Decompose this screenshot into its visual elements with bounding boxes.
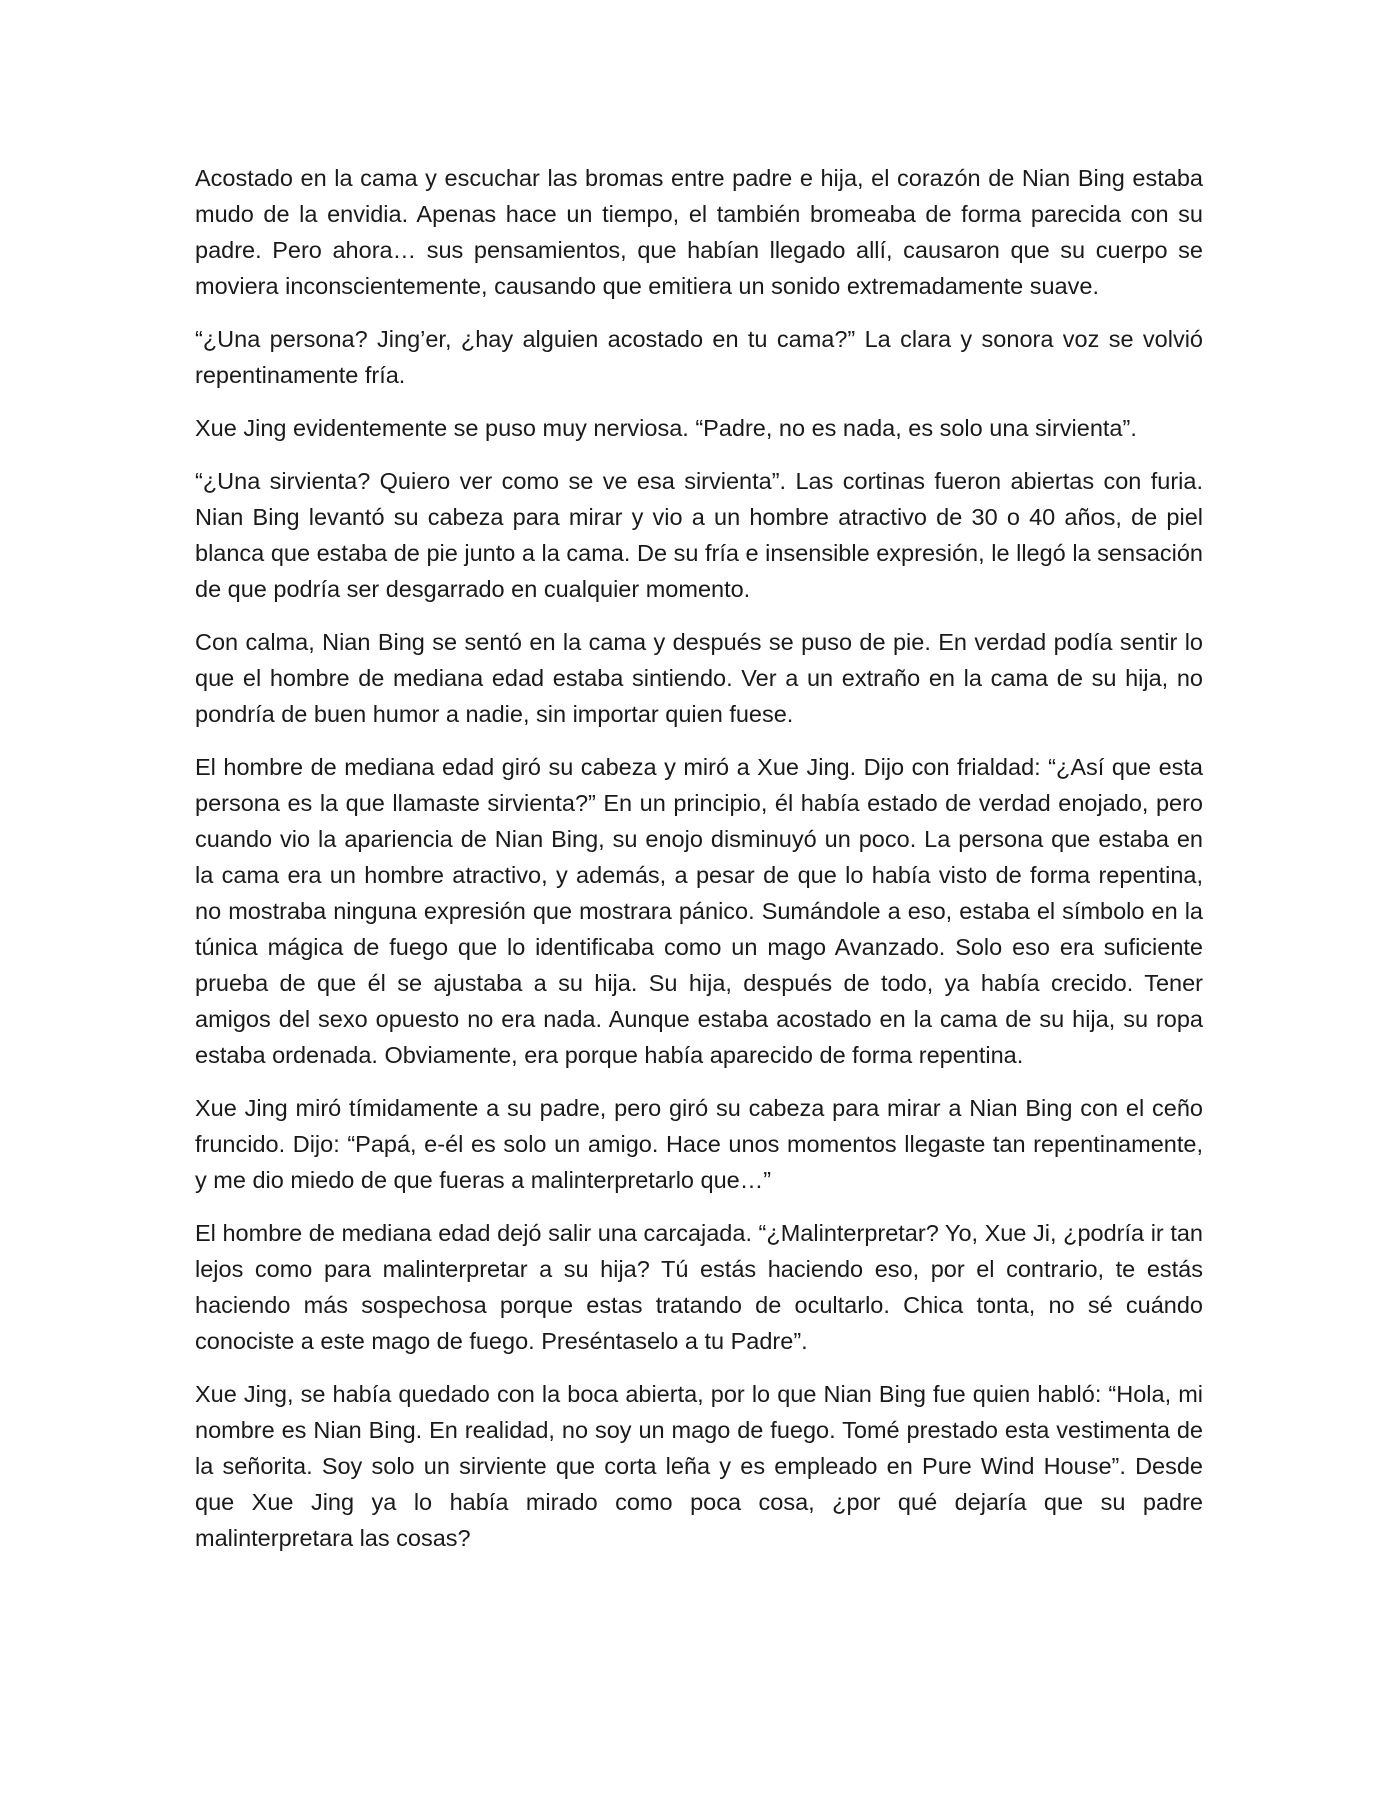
paragraph-3: Xue Jing evidentemente se puso muy nerviosa. “Padre, no es nada, es solo una sirvienta”. [195, 415, 1137, 441]
paragraph-1: Acostado en la cama y escuchar las bromas entre padre e hija, el corazón de Nian Bing estaba mudo de la envidia. Apenas hace un tiempo, el también bromeaba de forma parecida con su padre. Pero ahora… sus pensamientos, que habían llegado allí, causaron que su cuerpo se moviera inconscientemente, causando que emitiera un sonido extremadamente suave. [195, 165, 1203, 299]
paragraph-9: Xue Jing, se había quedado con la boca abierta, por lo que Nian Bing fue quien habló: “Hola, mi nombre es Nian Bing. En realidad, no soy un mago de fuego. Tomé prestado esta vestimenta de la señorita. Soy solo un sirviente que corta leña y es empleado en Pure Wind House”. Desde que Xue Jing ya lo había mirado como poca cosa, ¿por qué dejaría que su padre malinterpretara las cosas? [195, 1381, 1203, 1551]
paragraph-6: El hombre de mediana edad giró su cabeza y miró a Xue Jing. Dijo con frialdad: “¿Así que esta persona es la que llamaste sirvienta?” En un principio, él había estado de verdad enojado, pero cuando vio la apariencia de Nian Bing, su enojo disminuyó un poco. La persona que estaba en la cama era un hombre atractivo, y además, a pesar de que lo había visto de forma repentina, no mostraba ninguna expresión que mostrara pánico. Sumándole a eso, estaba el símbolo en la túnica mágica de fuego que lo identificaba como un mago Avanzado. Solo eso era suficiente prueba de que él se ajustaba a su hija. Su hija, después de todo, ya había crecido. Tener amigos del sexo opuesto no era nada. Aunque estaba acostado en la cama de su hija, su ropa estaba ordenada. Obviamente, era porque había aparecido de forma repentina. [195, 754, 1203, 1068]
paragraph-4: “¿Una sirvienta? Quiero ver como se ve esa sirvienta”. Las cortinas fueron abiertas con furia. Nian Bing levantó su cabeza para mirar y vio a un hombre atractivo de 30 o 40 años, de piel blanca que estaba de pie junto a la cama. De su fría e insensible expresión, le llegó la sensación de que podría ser desgarrado en cualquier momento. [195, 468, 1203, 602]
paragraph-7: Xue Jing miró tímidamente a su padre, pero giró su cabeza para mirar a Nian Bing con el ceño fruncido. Dijo: “Papá, e-él es solo un amigo. Hace unos momentos llegaste tan repentinamente, y me dio miedo de que fueras a malinterpretarlo que…” [195, 1095, 1203, 1193]
document-page [195, 160, 1203, 1573]
paragraph-8: El hombre de mediana edad dejó salir una carcajada. “¿Malinterpretar? Yo, Xue Ji, ¿podría ir tan lejos como para malinterpretar a su hija? Tú estás haciendo eso, por el contrario, te estás haciendo más sospechosa porque estas tratando de ocultarlo. Chica tonta, no sé cuándo conociste a este mago de fuego. Preséntaselo a tu Padre”. [195, 1220, 1203, 1354]
paragraph-5: Con calma, Nian Bing se sentó en la cama y después se puso de pie. En verdad podía sentir lo que el hombre de mediana edad estaba sintiendo. Ver a un extraño en la cama de su hija, no pondría de buen humor a nadie, sin importar quien fuese. [195, 629, 1203, 727]
paragraph-2: “¿Una persona? Jing’er, ¿hay alguien acostado en tu cama?” La clara y sonora voz se volvió repentinamente fría. [195, 326, 1203, 388]
